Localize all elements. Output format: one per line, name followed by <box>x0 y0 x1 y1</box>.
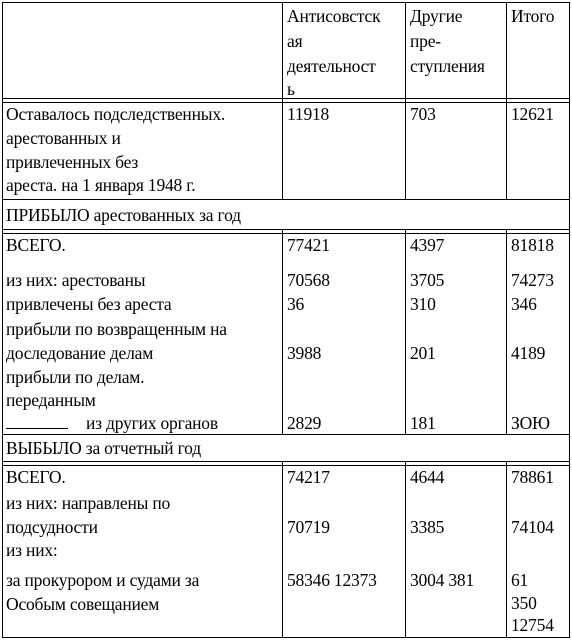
rule-left-edge <box>2 2 3 638</box>
remaining-label-3: привлеченных без <box>6 152 139 172</box>
left-label-court-1: из них: направлены по <box>6 493 171 513</box>
arrived-transferred-anti-soviet: 2829 <box>287 413 322 433</box>
header-other-2: пре- <box>410 31 441 51</box>
rule-col2-a <box>405 2 406 200</box>
rule-remaining-bottom <box>2 199 570 200</box>
remaining-other: 703 <box>410 104 436 124</box>
arrived-arrested-total: 74273 <box>511 270 554 290</box>
header-anti-soviet-2: ая <box>287 31 303 51</box>
blank-underline <box>6 412 68 429</box>
left-prosecutor-total-2: 350 <box>511 593 537 613</box>
remaining-label-4: ареста. на 1 января 1948 г. <box>6 175 196 195</box>
rule-col3-b <box>506 229 507 435</box>
arrived-label-other-organs <box>6 412 218 436</box>
remaining-label-1: Оставалось подследственных. <box>6 104 226 124</box>
arrived-total-anti-soviet: 77421 <box>287 235 330 255</box>
remaining-anti-soviet: 11918 <box>287 104 330 124</box>
left-label-total: ВСЕГО. <box>6 467 66 487</box>
rule-col3-c <box>506 461 507 638</box>
rule-col1-a <box>282 2 283 200</box>
arrived-label-returned-1: прибыли по возвращенным на <box>6 319 227 339</box>
arrived-not-arrested-total: 346 <box>511 294 537 314</box>
rule-bottom <box>2 637 570 638</box>
rule-col1-c <box>282 461 283 638</box>
arrived-label-other-organs-text: из других органов <box>86 413 218 433</box>
statistics-table <box>2 2 570 638</box>
left-prosecutor-total-3: 12754 <box>511 615 554 635</box>
arrived-arrested-anti-soviet: 70568 <box>287 270 330 290</box>
rule-col3-a <box>506 2 507 200</box>
arrived-transferred-total: ЗОЮ <box>511 413 550 433</box>
left-court-total: 74104 <box>511 517 554 537</box>
arrived-transferred-other: 181 <box>410 413 436 433</box>
arrived-total-total: 81818 <box>511 235 554 255</box>
left-court-anti-soviet: 70719 <box>287 517 330 537</box>
arrived-returned-other: 201 <box>410 343 436 363</box>
left-total-total: 78861 <box>511 467 554 487</box>
left-label-court-2: подсудности <box>6 517 98 537</box>
rule-right-edge <box>569 2 570 638</box>
left-court-other: 3385 <box>410 517 445 537</box>
header-other-1: Другие <box>410 6 463 26</box>
arrived-not-arrested-other: 310 <box>410 294 436 314</box>
arrived-label-transferred-1: прибыли по делам. <box>6 367 145 387</box>
header-anti-soviet-4: ь <box>287 79 295 99</box>
header-anti-soviet-3: деятельност <box>287 56 376 76</box>
header-other-3: ступления <box>410 56 485 76</box>
arrived-returned-total: 4189 <box>511 343 546 363</box>
rule-col1-b <box>282 229 283 435</box>
rule-col2-b <box>405 229 406 435</box>
arrived-arrested-other: 3705 <box>410 270 445 290</box>
left-section-title: ВЫБЫЛО за отчетный год <box>6 438 201 458</box>
left-label-of-them: из них: <box>6 540 58 560</box>
remaining-label-2: арестованных и <box>6 128 121 148</box>
left-label-prosecutor-1: за прокурором и судами за <box>6 570 200 590</box>
left-prosecutor-total-1: 61 <box>511 570 529 590</box>
rule-col2-c <box>405 461 406 638</box>
left-total-other: 4644 <box>410 467 445 487</box>
left-total-anti-soviet: 74217 <box>287 467 330 487</box>
remaining-total: 12621 <box>511 104 554 124</box>
rule-left-header-bottom <box>2 461 570 466</box>
header-total: Итого <box>511 6 555 26</box>
arrived-label-not-arrested: привлечены без ареста <box>6 294 172 314</box>
arrived-section-title: ПРИБЫЛО арестованных за год <box>6 205 241 225</box>
rule-arrived-header-bottom <box>2 229 570 234</box>
header-anti-soviet-1: Антисовстск <box>287 6 381 26</box>
arrived-label-arrested: из них: арестованы <box>6 270 146 290</box>
arrived-returned-anti-soviet: 3988 <box>287 343 322 363</box>
left-prosecutor-other: 3004 381 <box>410 570 475 590</box>
arrived-total-other: 4397 <box>410 235 445 255</box>
left-label-prosecutor-2: Особым совещанием <box>6 594 160 614</box>
arrived-not-arrested-anti-soviet: 36 <box>287 294 305 314</box>
arrived-label-returned-2: доследование делам <box>6 343 154 363</box>
left-prosecutor-anti-soviet: 58346 12373 <box>287 570 377 590</box>
arrived-label-transferred-2: переданным <box>6 390 96 410</box>
arrived-label-total: ВСЕГО. <box>6 235 66 255</box>
rule-top <box>2 2 570 3</box>
